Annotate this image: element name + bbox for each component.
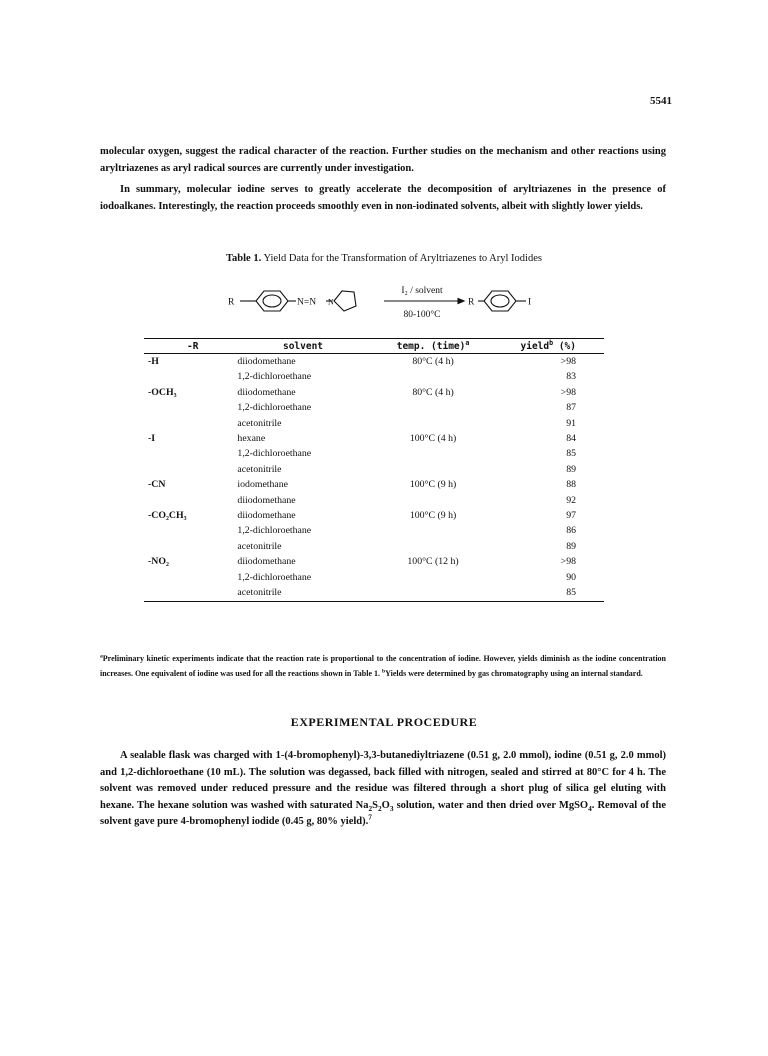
exp-text-3: O xyxy=(381,799,390,811)
ring-nitrogen-label: N xyxy=(328,297,334,307)
cell-temp: 100°C (9 h) xyxy=(409,479,457,491)
yield-data-table xyxy=(144,338,604,602)
cell-temp xyxy=(369,585,498,601)
exp-sub-4: 4 xyxy=(588,803,592,813)
cell-yield: 84 xyxy=(566,433,576,445)
cell-r: -OCH₃ xyxy=(148,386,177,398)
cell-temp xyxy=(369,462,498,477)
cell-solvent: 1,2-dichloroethane xyxy=(237,402,312,414)
summary-paragraph: In summary, molecular iodine serves to greatly accelerate the decomposition of aryltriazenes in the presence of iodoalkanes. Interestingly, the reaction proceeds smoothly even in non-iodinated solvents, albeit with slightly lower yields. xyxy=(100,184,666,212)
header-solvent: solvent xyxy=(237,339,368,354)
cell-yield: 90 xyxy=(566,571,576,583)
cell-r xyxy=(144,493,237,508)
header-temp-text: temp. (time) xyxy=(396,341,466,352)
cell-yield: >98 xyxy=(560,356,576,367)
table-row xyxy=(144,539,604,554)
cell-temp xyxy=(369,416,498,431)
table-row xyxy=(144,416,604,431)
cell-solvent: 1,2-dichloroethane xyxy=(237,448,312,460)
cell-yield: 89 xyxy=(566,540,576,552)
header-r: -R xyxy=(144,339,237,354)
reference-mark: 7 xyxy=(368,812,372,822)
cell-temp xyxy=(369,539,498,554)
body-paragraph: molecular oxygen, suggest the radical character of the reaction. Further studies on the mechanism and other reactions using aryltriazenes as aryl radical sources are currently under investigation. xyxy=(100,146,666,174)
table-row xyxy=(144,508,604,523)
cell-yield: 92 xyxy=(566,494,576,506)
reagent-label: I₂ / solvent xyxy=(401,286,443,296)
cell-solvent: diiodomethane xyxy=(237,556,296,568)
page-number: 5541 xyxy=(650,95,672,107)
cell-yield: 85 xyxy=(566,448,576,460)
cell-solvent: diiodomethane xyxy=(237,356,296,367)
cell-r: -CO₂CH₃ xyxy=(148,510,187,522)
table-row xyxy=(144,570,604,585)
header-yield-unit: (%) xyxy=(553,341,576,352)
pyrrolidine-ring xyxy=(334,291,356,311)
cell-solvent: 1,2-dichloroethane xyxy=(237,525,312,537)
cell-solvent: acetonitrile xyxy=(237,417,282,429)
cell-temp: 100°C (9 h) xyxy=(409,510,457,522)
exp-text-4: solution, water and then dried over MgSO xyxy=(393,799,589,811)
cell-yield: 97 xyxy=(566,510,576,522)
experimental-paragraph xyxy=(100,748,666,831)
cell-yield: 86 xyxy=(566,525,576,537)
cell-temp xyxy=(369,369,498,384)
cell-solvent: acetonitrile xyxy=(237,585,368,601)
table-caption-label: Table 1. xyxy=(226,253,262,264)
footnote-mark-b: b xyxy=(382,667,386,674)
product-r-label: R xyxy=(468,297,475,308)
footnote-text-b: Yields were determined by gas chromatography using an internal standard. xyxy=(385,668,643,678)
cell-r: -I xyxy=(148,433,156,445)
footnote-text-a: Preliminary kinetic experiments indicate that the reaction rate is proportional to the concentration of iodine. However, yields diminish as the iodine concentration increases. One equivalent of iodine was used for all the reactions shown in Table 1. xyxy=(100,654,666,678)
cell-solvent: acetonitrile xyxy=(237,463,282,475)
table-row xyxy=(144,431,604,446)
cell-solvent: hexane xyxy=(237,433,266,445)
table-footnote xyxy=(100,652,666,681)
table-row xyxy=(144,400,604,415)
cell-temp xyxy=(369,446,498,461)
cell-solvent: acetonitrile xyxy=(237,540,282,552)
reaction-scheme xyxy=(222,278,552,334)
benzene-ring-reactant xyxy=(256,291,288,311)
cell-yield: 88 xyxy=(566,479,576,491)
cell-r xyxy=(144,539,237,554)
reactant-r-label: R xyxy=(228,297,235,308)
conditions-label: 80-100°C xyxy=(403,310,441,320)
cell-solvent: 1,2-dichloroethane xyxy=(237,571,312,583)
table-row xyxy=(144,446,604,461)
cell-temp: 80°C (4 h) xyxy=(412,356,454,367)
cell-r: -CN xyxy=(148,479,166,491)
cell-yield: 87 xyxy=(566,402,576,414)
table-row xyxy=(144,493,604,508)
table-row xyxy=(144,369,604,384)
table-row xyxy=(144,462,604,477)
header-temp-note: a xyxy=(465,338,470,347)
table-row xyxy=(144,554,604,569)
cell-yield: 89 xyxy=(566,463,576,475)
exp-text-2: S xyxy=(372,799,378,811)
benzene-ring-product xyxy=(484,291,516,311)
header-yield-text: yield xyxy=(520,341,550,352)
cell-yield: 85 xyxy=(498,585,604,601)
cell-r xyxy=(144,523,237,538)
azo-label: N=N xyxy=(297,297,317,308)
cell-temp xyxy=(369,523,498,538)
exp-sub-1: 2 xyxy=(368,803,373,813)
cell-solvent: 1,2-dichloroethane xyxy=(237,371,312,383)
table-row xyxy=(144,385,604,400)
product-i-label: I xyxy=(528,297,532,308)
cell-yield: >98 xyxy=(560,556,576,568)
exp-sub-3: 3 xyxy=(389,803,394,813)
cell-temp: 100°C (4 h) xyxy=(409,433,457,445)
cell-solvent: diiodomethane xyxy=(237,386,296,398)
cell-r xyxy=(144,570,237,585)
footnote-mark-a: a xyxy=(100,653,103,660)
cell-r: -H xyxy=(148,356,159,367)
cell-temp xyxy=(369,400,498,415)
header-temp xyxy=(369,339,498,354)
cell-temp: 100°C (12 h) xyxy=(407,556,459,568)
cell-solvent: diiodomethane xyxy=(237,494,296,506)
cell-temp xyxy=(369,570,498,585)
cell-r xyxy=(144,400,237,415)
exp-text-1: A sealable flask was charged with 1-(4-bromophenyl)-3,3-butanediyltriazene (0.51 g, 2.0 mmol), iodine (0.51 g, 2.0 mmol) and 1,2-dichloroethane (10 mL). The solution was degassed, back filled with nitrogen, sealed and stirred at 80°C for 4 h. The solvent was removed under reduced pressure and the residue was filtered through a short plug of silica gel eluting with hexane. The hexane solution was washed with saturated Na xyxy=(100,750,666,811)
cell-r xyxy=(144,446,237,461)
header-yield-note: b xyxy=(549,338,554,347)
table-caption xyxy=(0,253,768,264)
table-row xyxy=(144,477,604,492)
exp-text-5: . Removal of the solvent gave pure 4-bromophenyl iodide (0.45 g, 80% yield). xyxy=(100,799,666,827)
cell-r xyxy=(144,416,237,431)
table-row xyxy=(144,585,604,601)
cell-solvent: diiodomethane xyxy=(237,510,296,522)
cell-yield: >98 xyxy=(560,386,576,398)
table-caption-text: Yield Data for the Transformation of Aryltriazenes to Aryl Iodides xyxy=(261,253,542,264)
table-row xyxy=(144,523,604,538)
cell-temp xyxy=(369,493,498,508)
exp-sub-2: 2 xyxy=(377,803,382,813)
table-row xyxy=(144,354,604,370)
cell-solvent: iodomethane xyxy=(237,479,289,491)
cell-yield: 91 xyxy=(566,417,576,429)
cell-r: -NO₂ xyxy=(148,556,169,568)
cell-temp: 80°C (4 h) xyxy=(412,386,454,398)
cell-r xyxy=(144,462,237,477)
cell-yield: 83 xyxy=(566,371,576,383)
cell-r xyxy=(144,369,237,384)
cell-r xyxy=(144,585,237,601)
table-header-row xyxy=(144,339,604,354)
section-heading: EXPERIMENTAL PROCEDURE xyxy=(290,715,478,729)
header-yield xyxy=(498,339,604,354)
